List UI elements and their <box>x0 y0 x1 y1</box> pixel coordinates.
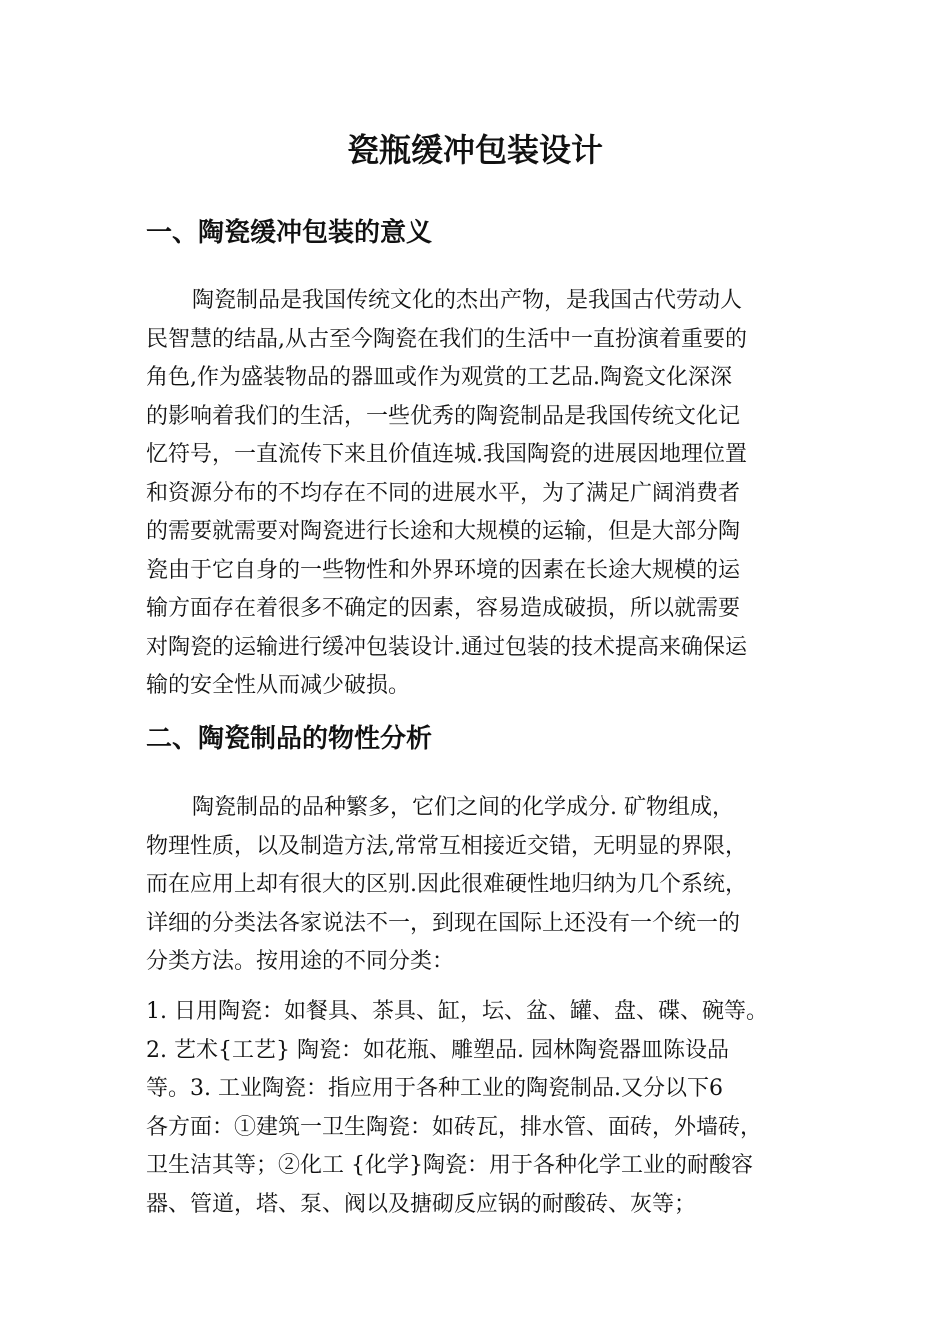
section-heading-property-analysis: 二、陶瓷制品的物性分析 <box>146 724 433 754</box>
paragraph-line: 陶瓷制品的品种繁多，它们之间的化学成分. 矿物组成， <box>192 795 734 820</box>
paragraph-line: 详细的分类法各家说法不一，到现在国际上还没有一个统一的 <box>146 910 741 936</box>
document-title: 瓷瓶缓冲包装设计 <box>346 131 603 169</box>
paragraph-line: 输的安全性从而减少破损。 <box>146 673 411 698</box>
paragraph-line: 陶瓷制品是我国传统文化的杰出产物，是我国古代劳动人 <box>192 288 743 313</box>
paragraph-line: 2. 艺术{工艺} 陶瓷：如花瓶、雕塑品. 园林陶瓷器皿陈设品 <box>146 1037 729 1063</box>
paragraph-line: 等。3. 工业陶瓷：指应用于各种工业的陶瓷制品.又分以下6 <box>146 1076 723 1101</box>
paragraph-line: 卫生洁其等；②化工 {化学}陶瓷：用于各种化学工业的耐酸容 <box>146 1153 753 1178</box>
paragraph-line: 忆符号，一直流传下来且价值连城.我国陶瓷的进展因地理位置 <box>146 442 747 467</box>
paragraph-line: 分类方法。按用途的不同分类： <box>146 949 455 974</box>
section-heading-significance: 一、陶瓷缓冲包装的意义 <box>146 218 433 248</box>
paragraph-line: 和资源分布的不均存在不同的进展水平，为了满足广阔消费者 <box>146 480 741 506</box>
paragraph-property-analysis <box>146 789 808 982</box>
paragraph-line: 物理性质，以及制造方法,常常互相接近交错，无明显的界限， <box>146 833 747 859</box>
paragraph-line: 而在应用上却有很大的区别.因此很难硬性地归纳为几个系统， <box>146 872 747 897</box>
paragraph-line: 各方面：①建筑一卫生陶瓷：如砖瓦，排水管、面砖，外墙砖， <box>146 1114 763 1140</box>
paragraph-line: 民智慧的结晶,从古至今陶瓷在我们的生活中一直扮演着重要的 <box>146 326 747 352</box>
paragraph-line: 的影响着我们的生活，一些优秀的陶瓷制品是我国传统文化记 <box>146 403 741 429</box>
paragraph-line: 角色,作为盛装物品的器皿或作为观赏的工艺品.陶瓷文化深深 <box>146 365 732 390</box>
paragraph-significance <box>146 282 808 706</box>
paragraph-classification-list <box>146 993 826 1224</box>
paragraph-line: 器、管道，塔、泵、阀以及搪砌反应锅的耐酸砖、灰等； <box>146 1191 697 1217</box>
paragraph-line: 瓷由于它自身的一些物性和外界环境的因素在长途大规模的运 <box>146 557 741 583</box>
paragraph-line: 输方面存在着很多不确定的因素，容易造成破损，所以就需要 <box>146 596 741 621</box>
paragraph-line: 的需要就需要对陶瓷进行长途和大规模的运输，但是大部分陶 <box>146 519 741 544</box>
paragraph-line: 1. 日用陶瓷：如餐具、茶具、缸，坛、盆、罐、盘、碟、碗等。 <box>146 999 768 1024</box>
paragraph-line: 对陶瓷的运输进行缓冲包装设计.通过包装的技术提高来确保运 <box>146 634 747 660</box>
